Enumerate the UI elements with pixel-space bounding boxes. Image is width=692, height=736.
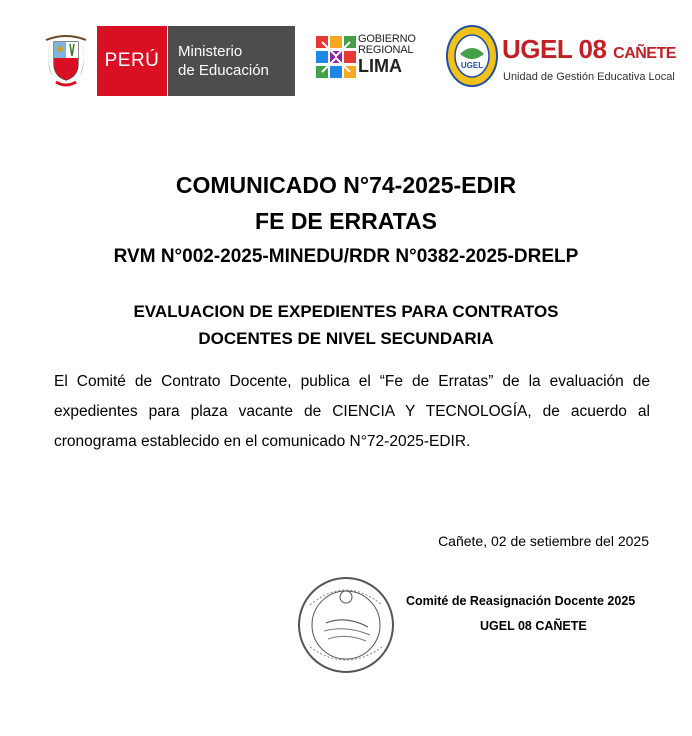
- document-title: COMUNICADO N°74-2025-EDIR: [175, 172, 517, 198]
- document-heading-errata: FE DE ERRATAS: [255, 208, 437, 234]
- ugel-title-main: UGEL 08: [502, 34, 607, 64]
- ministry-line1: Ministerio: [178, 43, 243, 60]
- official-stamp-icon: [296, 575, 396, 675]
- document-reference: RVM N°002-2025-MINEDU/RDR N°0382-2025-DRELP: [113, 246, 579, 267]
- signature-committee: Comité de Reasignación Docente 2025: [406, 594, 636, 608]
- document-body: El Comité de Contrato Docente, publica el “Fe de Erratas” de la evaluación de expedientes para plaza vacante de CIENCIA Y TECNOLOGÍA, de acuerdo al cronograma establecido en el comunicado N°72-2025-EDIR.: [54, 373, 650, 450]
- peru-coat-of-arms-icon: [42, 30, 90, 92]
- peru-logo-block: [97, 26, 167, 96]
- ministry-logo-block: [168, 26, 295, 96]
- ministry-line2: de Educación: [178, 62, 269, 79]
- ugel-title: [502, 34, 676, 65]
- peru-label: PERÚ: [104, 50, 160, 71]
- ugel-seal-icon: [446, 24, 498, 88]
- ugel-title-small: CAÑETE: [613, 45, 676, 62]
- gob-line3: LIMA: [358, 56, 402, 76]
- document-subtitle-line1: EVALUACION DE EXPEDIENTES PARA CONTRATOS: [133, 302, 559, 321]
- gobierno-regional-emblem-icon: [316, 36, 356, 78]
- ugel-subtitle: Unidad de Gestión Educativa Local: [503, 71, 675, 83]
- gob-line2: REGIONAL: [358, 44, 414, 56]
- gobierno-regional-logo-text: [358, 34, 416, 75]
- svg-text:UGEL: UGEL: [460, 61, 484, 70]
- document-subtitle-line2: DOCENTES DE NIVEL SECUNDARIA: [198, 329, 494, 348]
- gob-line1: GOBIERNO: [358, 33, 416, 45]
- document-date: Cañete, 02 de setiembre del 2025: [438, 533, 649, 549]
- signature-ugel: UGEL 08 CAÑETE: [480, 619, 587, 633]
